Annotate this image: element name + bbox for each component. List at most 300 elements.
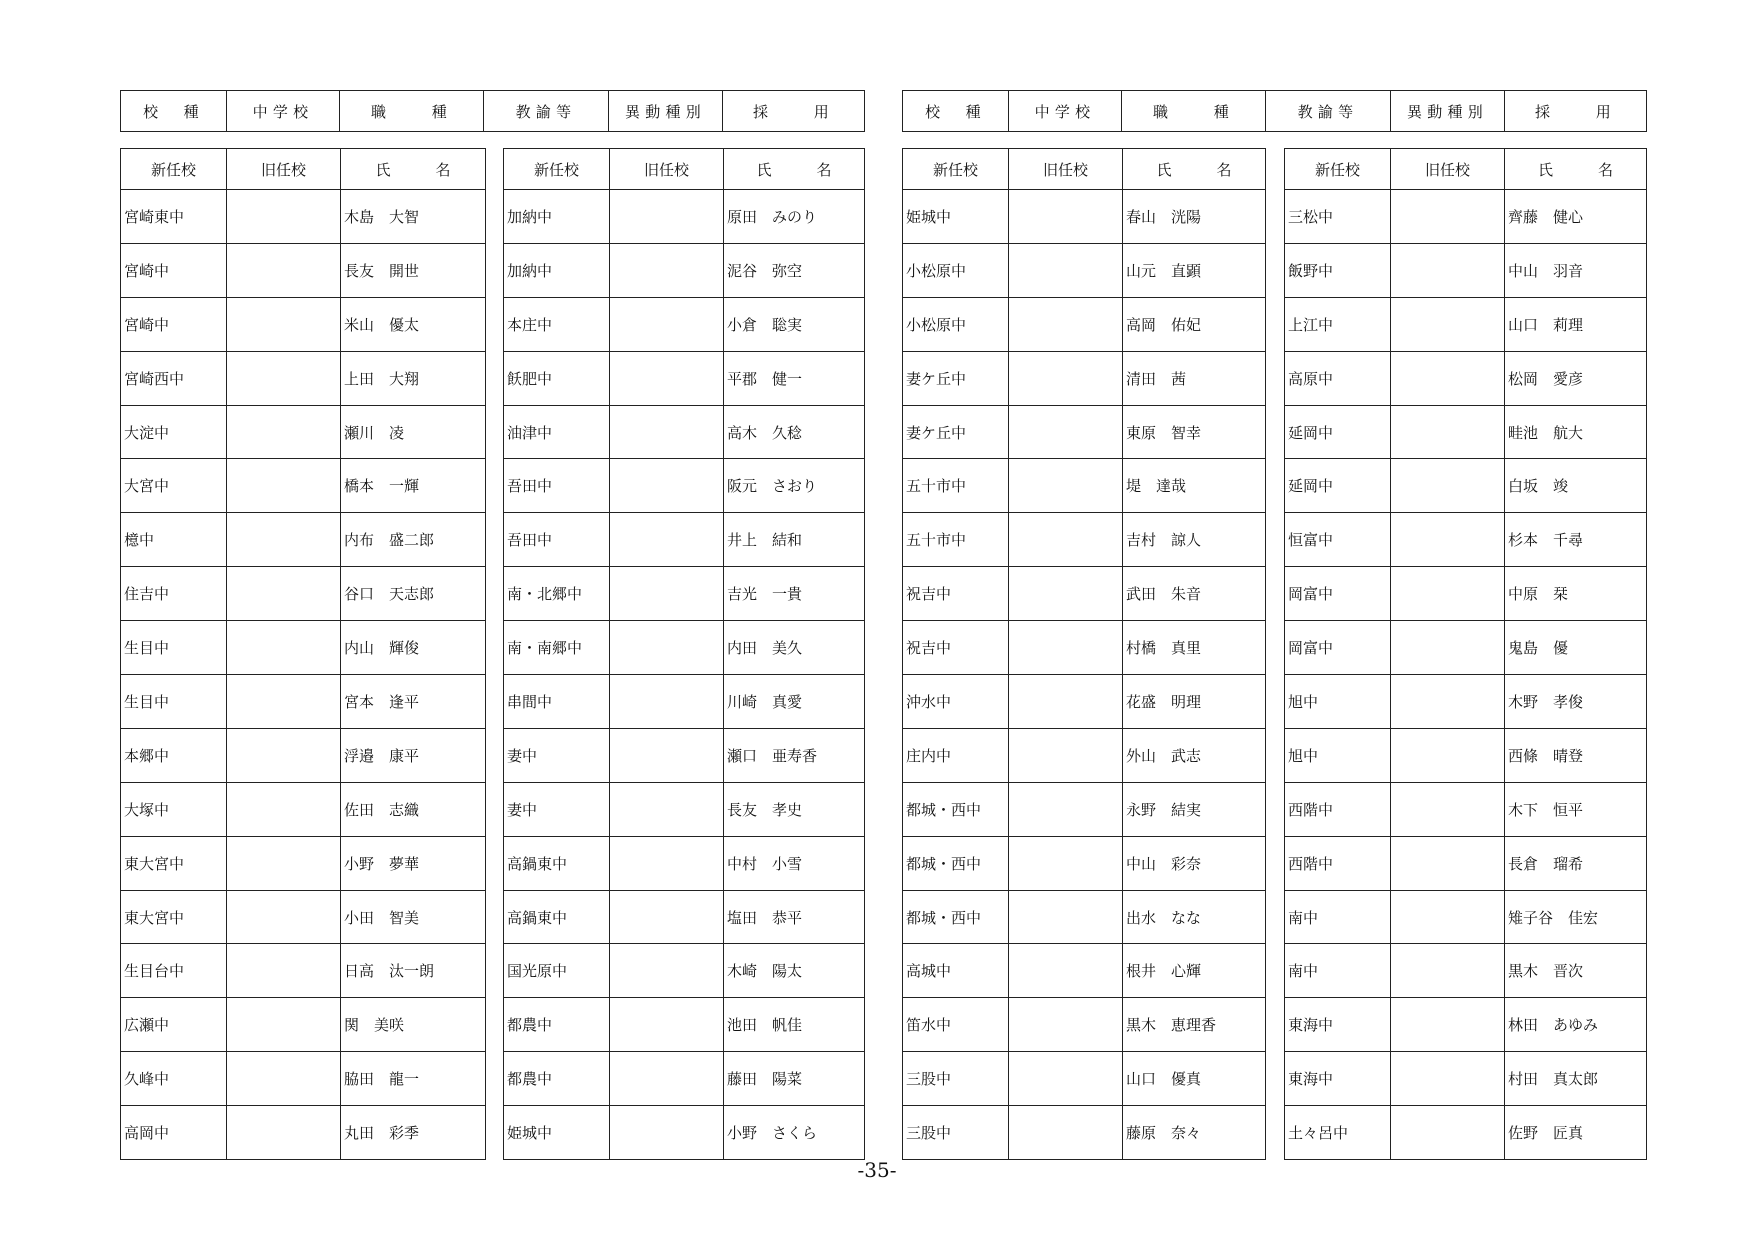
new-school-cell: 都農中 (504, 1052, 610, 1106)
table-row (903, 728, 1266, 782)
new-school-cell: 東海中 (1285, 998, 1391, 1052)
assignment-table-3 (902, 148, 1266, 1160)
old-school-cell (227, 890, 341, 944)
table-row (903, 675, 1266, 729)
column-header-new-school: 新任校 (504, 149, 610, 190)
name-cell: 長友 孝史 (724, 782, 865, 836)
column-header-new-school: 新任校 (121, 149, 227, 190)
new-school-cell: 加納中 (504, 243, 610, 297)
name-cell: 山元 直顕 (1123, 243, 1266, 297)
new-school-cell: 三松中 (1285, 190, 1391, 244)
table-row (121, 459, 486, 513)
table-row (1285, 836, 1647, 890)
old-school-cell (227, 567, 341, 621)
table-row (121, 675, 486, 729)
table-row (121, 297, 486, 351)
assignment-table-2 (503, 148, 865, 1160)
old-school-cell (1009, 836, 1123, 890)
table-row (1285, 1052, 1647, 1106)
name-cell: 吉光 一貴 (724, 567, 865, 621)
school-type-value: 中学校 (1009, 91, 1122, 132)
new-school-cell: 沖水中 (903, 675, 1009, 729)
name-cell: 東原 智幸 (1123, 405, 1266, 459)
old-school-cell (227, 836, 341, 890)
table-row (1285, 890, 1647, 944)
old-school-cell (227, 351, 341, 405)
table-row (903, 998, 1266, 1052)
old-school-cell (1009, 944, 1123, 998)
table-row (504, 621, 865, 675)
new-school-cell: 笛水中 (903, 998, 1009, 1052)
table-row (903, 405, 1266, 459)
new-school-cell: 宮崎東中 (121, 190, 227, 244)
table-row (504, 1106, 865, 1160)
old-school-cell (610, 621, 724, 675)
name-cell: 阪元 さおり (724, 459, 865, 513)
table-row (121, 567, 486, 621)
old-school-cell (1009, 567, 1123, 621)
table-row (504, 998, 865, 1052)
table-row (121, 890, 486, 944)
name-cell: 春山 洸陽 (1123, 190, 1266, 244)
table-row (903, 459, 1266, 513)
table-row (504, 405, 865, 459)
old-school-cell (1009, 1052, 1123, 1106)
name-cell: 高岡 佑妃 (1123, 297, 1266, 351)
new-school-cell: 延岡中 (1285, 459, 1391, 513)
old-school-cell (610, 297, 724, 351)
table-row (504, 567, 865, 621)
table-row (1285, 459, 1647, 513)
old-school-cell (1391, 998, 1505, 1052)
old-school-cell (1009, 190, 1123, 244)
new-school-cell: 高鍋東中 (504, 890, 610, 944)
name-cell: 雉子谷 佳宏 (1505, 890, 1647, 944)
job-type-value: 教諭等 (484, 91, 609, 132)
new-school-cell: 油津中 (504, 405, 610, 459)
name-cell: 藤原 奈々 (1123, 1106, 1266, 1160)
new-school-cell: 南・北郷中 (504, 567, 610, 621)
old-school-cell (227, 944, 341, 998)
name-cell: 谷口 天志郎 (341, 567, 486, 621)
table-row (504, 190, 865, 244)
table-row (121, 243, 486, 297)
table-row (121, 351, 486, 405)
name-cell: 長友 開世 (341, 243, 486, 297)
table-row (903, 190, 1266, 244)
new-school-cell: 妻ケ丘中 (903, 351, 1009, 405)
assignment-table-4 (1284, 148, 1647, 1160)
new-school-cell: 高岡中 (121, 1106, 227, 1160)
name-cell: 米山 優太 (341, 297, 486, 351)
old-school-cell (1391, 243, 1505, 297)
table-row (903, 351, 1266, 405)
old-school-cell (1391, 459, 1505, 513)
column-header-old-school: 旧任校 (1009, 149, 1123, 190)
new-school-cell: 吾田中 (504, 459, 610, 513)
old-school-cell (1391, 621, 1505, 675)
old-school-cell (610, 351, 724, 405)
assignment-table-1 (120, 148, 486, 1160)
column-header-name: 氏 名 (341, 149, 486, 190)
name-cell: 山口 優真 (1123, 1052, 1266, 1106)
new-school-cell: 岡富中 (1285, 621, 1391, 675)
name-cell: 村橋 真里 (1123, 621, 1266, 675)
table-row (903, 782, 1266, 836)
new-school-cell: 土々呂中 (1285, 1106, 1391, 1160)
column-header-new-school: 新任校 (1285, 149, 1391, 190)
table-row (1285, 297, 1647, 351)
name-cell: 黒木 恵理香 (1123, 998, 1266, 1052)
name-cell: 中原 栞 (1505, 567, 1647, 621)
name-cell: 脇田 龍一 (341, 1052, 486, 1106)
new-school-cell: 都城・西中 (903, 836, 1009, 890)
name-cell: 畦池 航大 (1505, 405, 1647, 459)
old-school-cell (227, 1106, 341, 1160)
new-school-cell: 南・南郷中 (504, 621, 610, 675)
old-school-cell (227, 297, 341, 351)
new-school-cell: 三股中 (903, 1106, 1009, 1160)
old-school-cell (610, 190, 724, 244)
new-school-cell: 飯野中 (1285, 243, 1391, 297)
name-cell: 小倉 聡実 (724, 297, 865, 351)
old-school-cell (1391, 728, 1505, 782)
table-row (903, 836, 1266, 890)
old-school-cell (610, 944, 724, 998)
old-school-cell (227, 782, 341, 836)
new-school-cell: 国光原中 (504, 944, 610, 998)
old-school-cell (1009, 1106, 1123, 1160)
new-school-cell: 延岡中 (1285, 405, 1391, 459)
name-cell: 長倉 瑠希 (1505, 836, 1647, 890)
name-cell: 内布 盛二郎 (341, 513, 486, 567)
old-school-cell (227, 998, 341, 1052)
name-cell: 松岡 愛彦 (1505, 351, 1647, 405)
table-row (1285, 405, 1647, 459)
old-school-cell (227, 513, 341, 567)
new-school-cell: 五十市中 (903, 513, 1009, 567)
new-school-cell: 東大宮中 (121, 836, 227, 890)
old-school-cell (1391, 351, 1505, 405)
table-row (1285, 675, 1647, 729)
table-row (1285, 190, 1647, 244)
school-type-label: 校 種 (903, 91, 1009, 132)
table-row (504, 243, 865, 297)
name-cell: 中山 彩奈 (1123, 836, 1266, 890)
table-row (1285, 1106, 1647, 1160)
new-school-cell: 広瀬中 (121, 998, 227, 1052)
name-cell: 小野 さくら (724, 1106, 865, 1160)
name-cell: 吉村 諒人 (1123, 513, 1266, 567)
old-school-cell (1009, 890, 1123, 944)
old-school-cell (610, 405, 724, 459)
new-school-cell: 宮崎中 (121, 297, 227, 351)
new-school-cell: 串間中 (504, 675, 610, 729)
transfer-type-value: 採 用 (723, 91, 865, 132)
table-row (504, 513, 865, 567)
new-school-cell: 加納中 (504, 190, 610, 244)
new-school-cell: 庄内中 (903, 728, 1009, 782)
name-cell: 高木 久稔 (724, 405, 865, 459)
column-header-name: 氏 名 (1123, 149, 1266, 190)
table-row (1285, 351, 1647, 405)
new-school-cell: 生目中 (121, 675, 227, 729)
name-cell: 杉本 千尋 (1505, 513, 1647, 567)
name-cell: 平郡 健一 (724, 351, 865, 405)
transfer-type-label: 異動種別 (609, 91, 723, 132)
new-school-cell: 小松原中 (903, 243, 1009, 297)
column-header-old-school: 旧任校 (1391, 149, 1505, 190)
new-school-cell: 西階中 (1285, 782, 1391, 836)
name-cell: 花盛 明理 (1123, 675, 1266, 729)
table-row (903, 1106, 1266, 1160)
new-school-cell: 南中 (1285, 890, 1391, 944)
column-header-name: 氏 名 (1505, 149, 1647, 190)
old-school-cell (1391, 782, 1505, 836)
name-cell: 木崎 陽太 (724, 944, 865, 998)
new-school-cell: 小松原中 (903, 297, 1009, 351)
new-school-cell: 上江中 (1285, 297, 1391, 351)
name-cell: 堤 達哉 (1123, 459, 1266, 513)
table-row (504, 675, 865, 729)
old-school-cell (610, 675, 724, 729)
header-table-right (902, 90, 1647, 132)
old-school-cell (1391, 890, 1505, 944)
new-school-cell: 旭中 (1285, 728, 1391, 782)
new-school-cell: 都農中 (504, 998, 610, 1052)
old-school-cell (610, 728, 724, 782)
old-school-cell (610, 1052, 724, 1106)
new-school-cell: 生目台中 (121, 944, 227, 998)
name-cell: 中村 小雪 (724, 836, 865, 890)
table-row (121, 621, 486, 675)
name-cell: 丸田 彩季 (341, 1106, 486, 1160)
transfer-type-value: 採 用 (1505, 91, 1647, 132)
new-school-cell: 祝吉中 (903, 621, 1009, 675)
old-school-cell (1391, 405, 1505, 459)
new-school-cell: 妻中 (504, 728, 610, 782)
old-school-cell (610, 243, 724, 297)
name-cell: 齊藤 健心 (1505, 190, 1647, 244)
name-cell: 上田 大翔 (341, 351, 486, 405)
table-row (504, 459, 865, 513)
old-school-cell (227, 1052, 341, 1106)
name-cell: 鬼島 優 (1505, 621, 1647, 675)
name-cell: 川崎 真愛 (724, 675, 865, 729)
old-school-cell (1009, 243, 1123, 297)
new-school-cell: 住吉中 (121, 567, 227, 621)
name-cell: 木野 孝俊 (1505, 675, 1647, 729)
name-cell: 根井 心輝 (1123, 944, 1266, 998)
old-school-cell (1009, 621, 1123, 675)
new-school-cell: 大宮中 (121, 459, 227, 513)
name-cell: 関 美咲 (341, 998, 486, 1052)
table-row (504, 890, 865, 944)
old-school-cell (1391, 675, 1505, 729)
old-school-cell (610, 836, 724, 890)
old-school-cell (227, 243, 341, 297)
new-school-cell: 西階中 (1285, 836, 1391, 890)
name-cell: 佐田 志織 (341, 782, 486, 836)
old-school-cell (610, 890, 724, 944)
new-school-cell: 大淀中 (121, 405, 227, 459)
new-school-cell: 妻中 (504, 782, 610, 836)
column-header-old-school: 旧任校 (227, 149, 341, 190)
old-school-cell (1009, 782, 1123, 836)
name-cell: 山口 莉理 (1505, 297, 1647, 351)
name-cell: 内山 輝俊 (341, 621, 486, 675)
old-school-cell (1391, 567, 1505, 621)
name-cell: 内田 美久 (724, 621, 865, 675)
new-school-cell: 生目中 (121, 621, 227, 675)
table-row (121, 405, 486, 459)
table-row (903, 513, 1266, 567)
new-school-cell: 五十市中 (903, 459, 1009, 513)
table-row (504, 1052, 865, 1106)
name-cell: 林田 あゆみ (1505, 998, 1647, 1052)
old-school-cell (610, 1106, 724, 1160)
table-row (1285, 782, 1647, 836)
table-row (1285, 944, 1647, 998)
name-cell: 永野 結実 (1123, 782, 1266, 836)
new-school-cell: 飫肥中 (504, 351, 610, 405)
new-school-cell: 三股中 (903, 1052, 1009, 1106)
new-school-cell: 都城・西中 (903, 890, 1009, 944)
transfer-type-label: 異動種別 (1391, 91, 1505, 132)
new-school-cell: 南中 (1285, 944, 1391, 998)
table-row (504, 351, 865, 405)
column-header-name: 氏 名 (724, 149, 865, 190)
table-row (1285, 567, 1647, 621)
table-row (903, 567, 1266, 621)
name-cell: 黒木 晋次 (1505, 944, 1647, 998)
new-school-cell: 妻ケ丘中 (903, 405, 1009, 459)
table-row (121, 1106, 486, 1160)
new-school-cell: 恒富中 (1285, 513, 1391, 567)
name-cell: 泥谷 弥空 (724, 243, 865, 297)
old-school-cell (227, 190, 341, 244)
table-row (1285, 621, 1647, 675)
name-cell: 瀬口 亜寿香 (724, 728, 865, 782)
old-school-cell (610, 459, 724, 513)
old-school-cell (1009, 728, 1123, 782)
old-school-cell (1391, 836, 1505, 890)
table-row (504, 782, 865, 836)
old-school-cell (610, 567, 724, 621)
name-cell: 井上 結和 (724, 513, 865, 567)
name-cell: 村田 真太郎 (1505, 1052, 1647, 1106)
name-cell: 武田 朱音 (1123, 567, 1266, 621)
old-school-cell (1009, 998, 1123, 1052)
table-row (504, 297, 865, 351)
column-header-new-school: 新任校 (903, 149, 1009, 190)
table-row (121, 836, 486, 890)
school-type-label: 校 種 (121, 91, 227, 132)
table-row (903, 944, 1266, 998)
old-school-cell (610, 998, 724, 1052)
table-row (121, 944, 486, 998)
new-school-cell: 都城・西中 (903, 782, 1009, 836)
name-cell: 木島 大智 (341, 190, 486, 244)
page-number: -35- (857, 1158, 897, 1182)
name-cell: 白坂 竣 (1505, 459, 1647, 513)
job-type-value: 教諭等 (1266, 91, 1391, 132)
old-school-cell (227, 405, 341, 459)
name-cell: 橋本 一輝 (341, 459, 486, 513)
table-row (1285, 998, 1647, 1052)
name-cell: 塩田 恭平 (724, 890, 865, 944)
table-row (121, 728, 486, 782)
old-school-cell (1391, 190, 1505, 244)
new-school-cell: 姫城中 (504, 1106, 610, 1160)
name-cell: 佐野 匠真 (1505, 1106, 1647, 1160)
old-school-cell (227, 621, 341, 675)
old-school-cell (1009, 351, 1123, 405)
new-school-cell: 大塚中 (121, 782, 227, 836)
name-cell: 中山 羽音 (1505, 243, 1647, 297)
name-cell: 小田 智美 (341, 890, 486, 944)
old-school-cell (227, 675, 341, 729)
name-cell: 出水 なな (1123, 890, 1266, 944)
table-row (504, 836, 865, 890)
name-cell: 藤田 陽菜 (724, 1052, 865, 1106)
table-row (903, 621, 1266, 675)
name-cell: 宮本 逢平 (341, 675, 486, 729)
old-school-cell (1391, 1106, 1505, 1160)
old-school-cell (227, 459, 341, 513)
name-cell: 浮邉 康平 (341, 728, 486, 782)
new-school-cell: 旭中 (1285, 675, 1391, 729)
new-school-cell: 高鍋東中 (504, 836, 610, 890)
old-school-cell (1391, 944, 1505, 998)
job-type-label: 職 種 (1122, 91, 1266, 132)
header-table-left (120, 90, 865, 132)
new-school-cell: 東海中 (1285, 1052, 1391, 1106)
new-school-cell: 宮崎中 (121, 243, 227, 297)
new-school-cell: 高原中 (1285, 351, 1391, 405)
column-header-old-school: 旧任校 (610, 149, 724, 190)
table-row (121, 190, 486, 244)
new-school-cell: 久峰中 (121, 1052, 227, 1106)
table-row (1285, 513, 1647, 567)
table-row (903, 243, 1266, 297)
table-row (1285, 243, 1647, 297)
table-row (504, 944, 865, 998)
name-cell: 原田 みのり (724, 190, 865, 244)
old-school-cell (1009, 513, 1123, 567)
table-row (121, 513, 486, 567)
new-school-cell: 宮崎西中 (121, 351, 227, 405)
new-school-cell: 祝吉中 (903, 567, 1009, 621)
old-school-cell (1391, 1052, 1505, 1106)
table-row (903, 297, 1266, 351)
table-row (121, 1052, 486, 1106)
table-row (121, 998, 486, 1052)
table-row (121, 782, 486, 836)
old-school-cell (1009, 675, 1123, 729)
new-school-cell: 姫城中 (903, 190, 1009, 244)
name-cell: 小野 夢華 (341, 836, 486, 890)
name-cell: 瀬川 凌 (341, 405, 486, 459)
old-school-cell (1009, 297, 1123, 351)
old-school-cell (1009, 405, 1123, 459)
old-school-cell (1391, 297, 1505, 351)
name-cell: 池田 帆佳 (724, 998, 865, 1052)
new-school-cell: 高城中 (903, 944, 1009, 998)
table-row (903, 1052, 1266, 1106)
name-cell: 木下 恒平 (1505, 782, 1647, 836)
table-row (903, 890, 1266, 944)
